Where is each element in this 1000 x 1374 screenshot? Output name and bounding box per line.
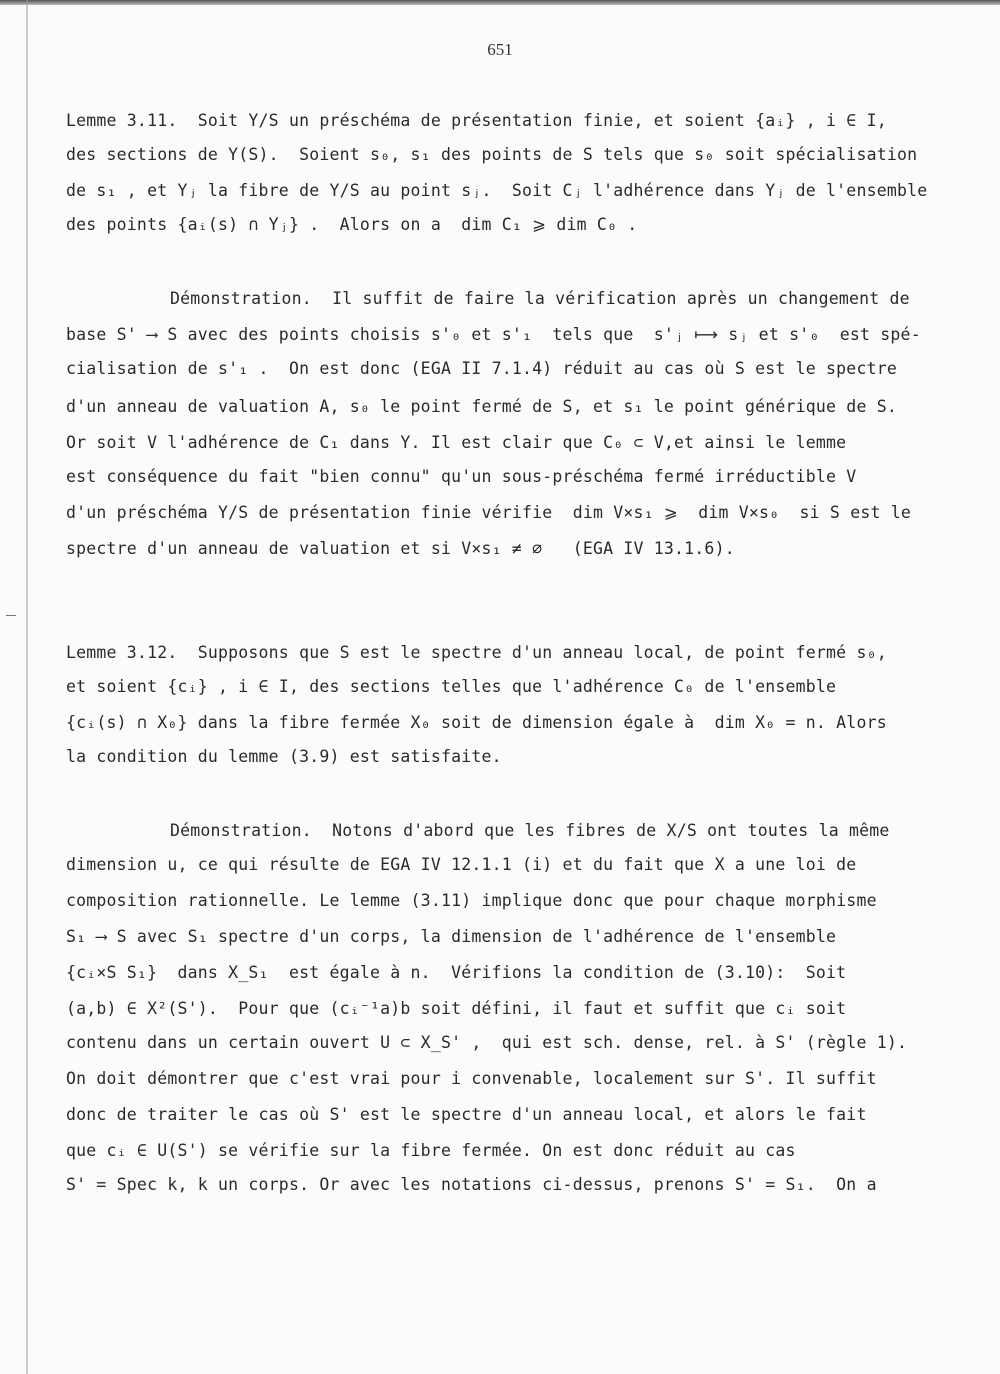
proof-line: (a,b) ∈ X²(S'). Pour que (cᵢ⁻¹a)b soit défini, il faut et suffit que cᵢ soit — [66, 999, 847, 1018]
lemma-3-11-line: des sections de Y(S). Soient s₀, s₁ des points de S tels que s₀ soit spécialisation — [66, 145, 918, 164]
proof-line: On doit démontrer que c'est vrai pour i convenable, localement sur S'. Il suffit — [66, 1069, 877, 1088]
proof-line: est conséquence du fait "bien connu" qu'un sous-préschéma fermé irréductible V — [66, 467, 857, 486]
proof-line: Démonstration. Il suffit de faire la vérification après un changement de — [170, 289, 910, 308]
proof-line: S' = Spec k, k un corps. Or avec les notations ci-dessus, prenons S' = S₁. On a — [66, 1175, 877, 1194]
proof-line: S₁ ⟶ S avec S₁ spectre d'un corps, la dimension de l'adhérence de l'ensemble — [66, 927, 837, 946]
proof-line: que cᵢ ∈ U(S') se vérifie sur la fibre fermée. On est donc réduit au cas — [66, 1141, 796, 1160]
lemma-3-12-line: et soient {cᵢ} , i ∈ I, des sections telles que l'adhérence C₀ de l'ensemble — [66, 677, 837, 696]
proof-line: composition rationnelle. Le lemme (3.11) implique donc que pour chaque morphisme — [66, 891, 877, 910]
scan-left-border — [26, 0, 28, 1374]
lemma-3-11-line: des points {aᵢ(s) ∩ Yⱼ} . Alors on a dim C₁ ⩾ dim C₀ . — [66, 215, 638, 234]
proof-line: Or soit V l'adhérence de C₁ dans Y. Il est clair que C₀ ⊂ V,et ainsi le lemme — [66, 433, 847, 452]
lemma-3-12-line: la condition du lemme (3.9) est satisfaite. — [66, 747, 502, 766]
proof-line: base S' ⟶ S avec des points choisis s'₀ et s'₁ tels que s'ⱼ ⟼ sⱼ et s'₀ est spé- — [66, 325, 921, 344]
lemma-3-11-line: de s₁ , et Yⱼ la fibre de Y/S au point sⱼ. Soit Cⱼ l'adhérence dans Yⱼ de l'ensemble — [66, 181, 928, 200]
lemma-3-12-line: Lemme 3.12. Supposons que S est le spectre d'un anneau local, de point fermé s₀, — [66, 643, 887, 662]
scan-top-border — [0, 0, 1000, 5]
proof-line: d'un anneau de valuation A, s₀ le point fermé de S, et s₁ le point générique de S. — [66, 397, 897, 416]
lemma-3-11-line: Lemme 3.11. Soit Y/S un préschéma de présentation finie, et soient {aᵢ} , i ∈ I, — [66, 111, 887, 130]
proof-line: cialisation de s'₁ . On est donc (EGA II 7.1.4) réduit au cas où S est le spectre — [66, 359, 897, 378]
proof-line: dimension u, ce qui résulte de EGA IV 12.1.1 (i) et du fait que X a une loi de — [66, 855, 857, 874]
page-number: 651 — [487, 40, 513, 59]
lemma-3-12-line: {cᵢ(s) ∩ X₀} dans la fibre fermée X₀ soit de dimension égale à dim X₀ = n. Alors — [66, 713, 887, 732]
proof-line: donc de traiter le cas où S' est le spectre d'un anneau local, et alors le fait — [66, 1105, 867, 1124]
proof-line: contenu dans un certain ouvert U ⊂ X_S' , qui est sch. dense, rel. à S' (règle 1). — [66, 1033, 908, 1052]
margin-tick — [6, 615, 16, 616]
proof-line: spectre d'un anneau de valuation et si V×s₁ ≠ ∅ (EGA IV 13.1.6). — [66, 539, 735, 558]
proof-line: {cᵢ×S S₁} dans X_S₁ est égale à n. Vérifions la condition de (3.10): Soit — [66, 963, 847, 982]
proof-line: d'un préschéma Y/S de présentation finie vérifie dim V×s₁ ⩾ dim V×s₀ si S est le — [66, 503, 911, 522]
proof-line: Démonstration. Notons d'abord que les fibres de X/S ont toutes la même — [170, 821, 890, 840]
